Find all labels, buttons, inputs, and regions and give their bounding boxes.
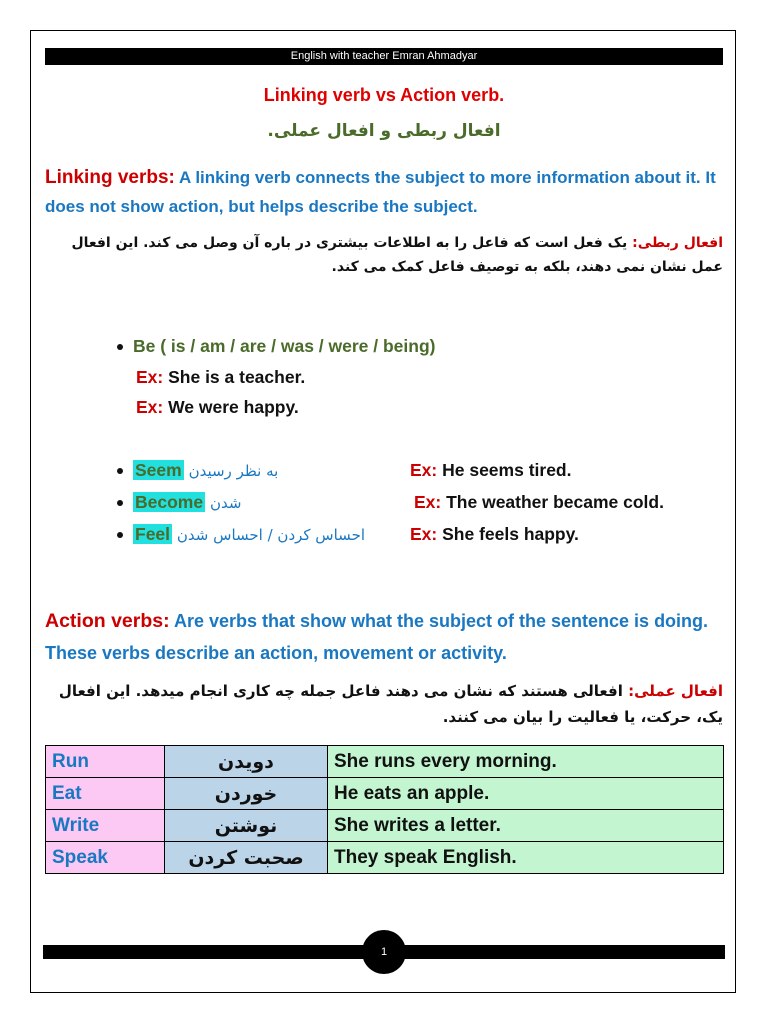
action-fa-text: افعالی هستند که نشان می دهند فاعل جمله چه کاری انجام میدهد. این افعال یک، حرکت، یا فعالیت را بیان می کنند. xyxy=(58,682,723,726)
table-cell-example: He eats an apple. xyxy=(328,778,724,810)
table-row xyxy=(46,746,724,778)
be-bullet-text: Be ( is / am / are / was / were / being) xyxy=(133,336,436,356)
verb-feel-persian: احساس کردن / احساس شدن xyxy=(176,526,366,544)
table-cell-verb: Eat xyxy=(46,778,165,810)
title-english: Linking verb vs Action verb. xyxy=(263,85,505,105)
table-cell-example: They speak English. xyxy=(328,842,724,874)
action-definition xyxy=(45,605,725,669)
feel-example xyxy=(410,524,579,545)
table-cell-persian: خوردن xyxy=(165,778,328,810)
table-row xyxy=(46,778,724,810)
title-persian: افعال ربطی و افعال عملی. xyxy=(267,121,501,141)
header-text: English with teacher Emran Ahmadyar xyxy=(290,50,478,62)
table-cell-persian: دویدن xyxy=(165,746,328,778)
linking-fa-label: افعال ربطی: xyxy=(632,235,723,251)
table-cell-example: She writes a letter. xyxy=(328,810,724,842)
linking-fa-text: یک فعل است که فاعل را به اطلاعات بیشتری در باره آن وصل می کند. این افعال عمل نشان نمی دهند، بلکه به توصیف فاعل کمک می کند. xyxy=(71,235,723,275)
ex-label: Ex: xyxy=(414,492,442,512)
action-label: Action verbs: xyxy=(45,610,170,632)
ex-label: Ex: xyxy=(136,367,164,387)
bullet-dot-icon xyxy=(117,468,123,474)
verb-become: Become xyxy=(135,492,204,512)
linking-label: Linking verbs: xyxy=(45,167,175,188)
table-cell-verb: Run xyxy=(46,746,165,778)
action-persian-definition xyxy=(45,678,723,730)
page-number-badge xyxy=(362,930,406,974)
bullet-dot-icon xyxy=(117,344,123,350)
verb-become-persian: شدن xyxy=(209,494,242,512)
table-cell-verb: Speak xyxy=(46,842,165,874)
header-bar xyxy=(45,48,723,65)
table-cell-persian: نوشتن xyxy=(165,810,328,842)
linking-item-seem xyxy=(117,460,278,481)
verb-seem-persian: به نظر رسیدن xyxy=(188,462,279,480)
table-row xyxy=(46,842,724,874)
example-text: We were happy. xyxy=(168,397,299,417)
action-verbs-table xyxy=(45,745,724,874)
ex-label: Ex: xyxy=(410,524,438,544)
become-example xyxy=(414,492,664,513)
seem-example xyxy=(410,460,571,481)
ex-label: Ex: xyxy=(136,397,164,417)
be-bullet xyxy=(117,336,435,357)
page-number: 1 xyxy=(380,946,388,958)
ex-label: Ex: xyxy=(410,460,438,480)
be-example-2 xyxy=(136,397,299,418)
bullet-dot-icon xyxy=(117,500,123,506)
linking-item-feel xyxy=(117,524,365,545)
table-cell-verb: Write xyxy=(46,810,165,842)
verb-seem: Seem xyxy=(135,460,182,480)
linking-definition xyxy=(45,163,725,221)
be-example-1 xyxy=(136,367,305,388)
example-text: The weather became cold. xyxy=(446,492,664,512)
example-text: She feels happy. xyxy=(442,524,579,544)
linking-persian-definition xyxy=(45,231,723,279)
table-cell-persian: صحبت کردن xyxy=(165,842,328,874)
action-definition-text: Are verbs that show what the subject of the sentence is doing. These verbs describe an action, movement or activity. xyxy=(45,611,709,663)
example-text: He seems tired. xyxy=(442,460,572,480)
action-fa-label: افعال عملی: xyxy=(628,682,723,700)
table-row xyxy=(46,810,724,842)
verb-feel: Feel xyxy=(135,524,171,544)
linking-item-become xyxy=(117,492,241,513)
table-cell-example: She runs every morning. xyxy=(328,746,724,778)
linking-definition-text: A linking verb connects the subject to more information about it. It does not show action, but helps describe the subject. xyxy=(45,168,716,216)
example-text: She is a teacher. xyxy=(168,367,306,387)
bullet-dot-icon xyxy=(117,532,123,538)
